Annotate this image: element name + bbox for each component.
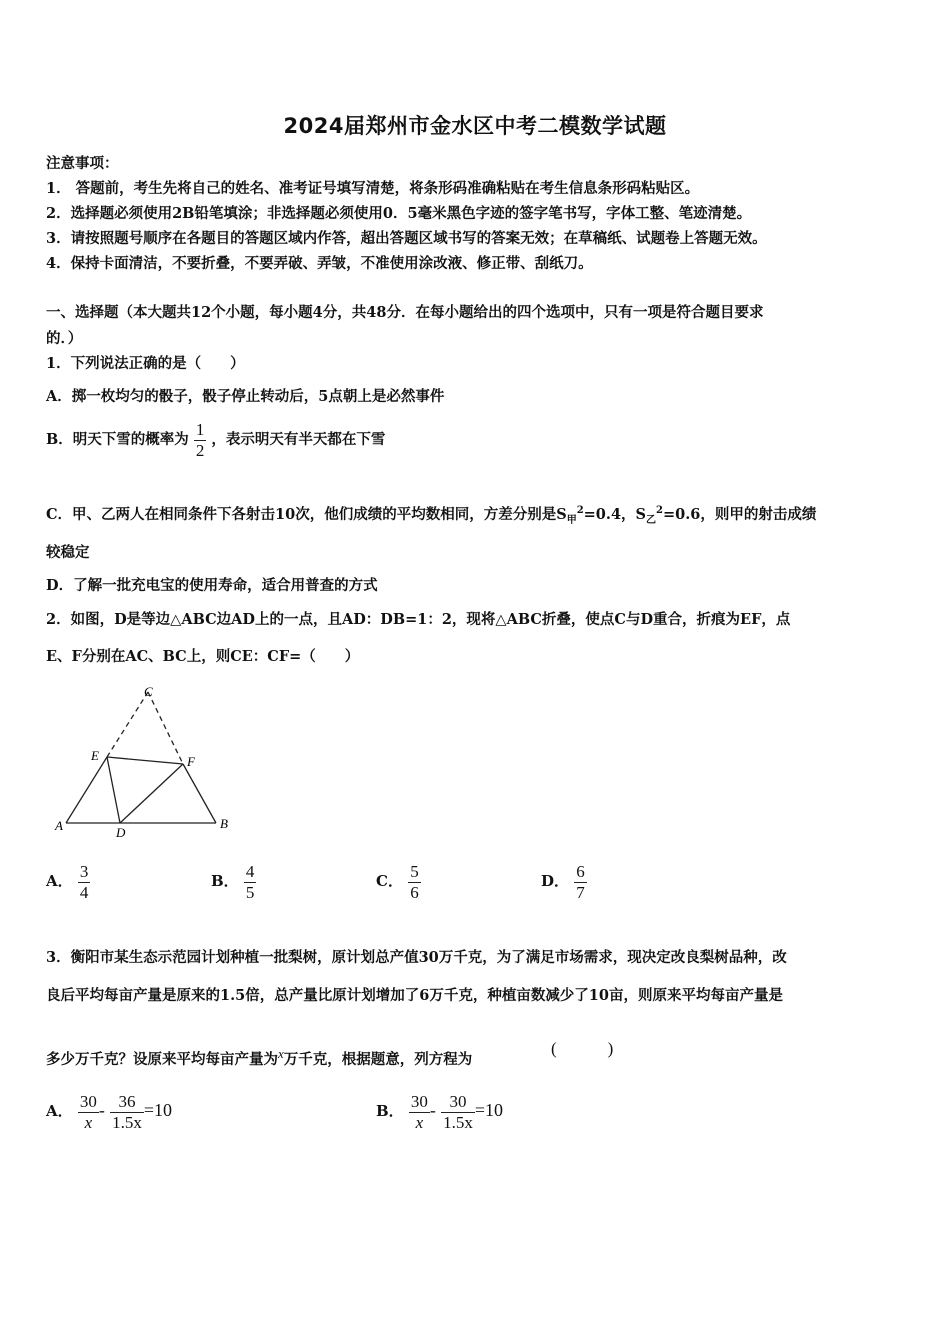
fraction-denominator: x — [78, 1112, 99, 1133]
equation-rhs: =10 — [143, 1100, 173, 1121]
q1-option-c-sup-2: 2 — [656, 505, 663, 517]
fraction-numerator: 36 — [118, 1092, 136, 1111]
q1-option-c-mid: =0.4，S — [583, 506, 647, 523]
vertex-label-d: D — [116, 825, 126, 840]
q1-option-b-pre: B．明天下雪的概率为 — [46, 431, 189, 449]
fraction-numerator: 4 — [245, 862, 255, 881]
q3-line-3-pre: 多少万千克？设原来平均每亩产量为 — [46, 1050, 278, 1068]
vertex-label-e: E — [91, 748, 99, 763]
equation-rhs: =10 — [474, 1100, 504, 1121]
vertex-label-b: B — [220, 816, 228, 831]
q3-answer-parentheses: ( ) — [551, 1039, 614, 1058]
notice-item-3: 3．请按照题号顺序在各题目的答题区域内作答，超出答题区域书写的答案无效；在草稿纸、试题卷上答题无效。 — [46, 230, 767, 247]
q3-line-3-post: 万千克，根据题意，列方程为 — [283, 1050, 473, 1068]
section-heading-line-2: 的．） — [46, 330, 83, 347]
q3-stem-line-3 — [46, 1046, 472, 1069]
q1-option-c-sub-yi: 乙 — [646, 514, 657, 526]
page-title: 2024届郑州市金水区中考二模数学试题 — [283, 114, 667, 138]
q2-triangle-figure — [50, 680, 240, 845]
notice-heading: 注意事项： — [46, 155, 119, 172]
option-label: B． — [376, 1102, 404, 1121]
vertex-label-a: A — [55, 818, 63, 833]
option-label: C． — [376, 872, 403, 891]
q3-option-a — [46, 1092, 172, 1132]
fraction-denominator: 5 — [245, 882, 255, 902]
fraction-numerator: 30 — [449, 1092, 467, 1111]
q1-option-c-line-2: 较稳定 — [46, 544, 90, 561]
q2-option-d-fraction — [574, 862, 587, 902]
fraction-denominator: 4 — [79, 882, 89, 902]
fraction-numerator: 5 — [410, 862, 419, 881]
fraction-numerator: 1 — [195, 420, 205, 439]
fold-line-ef — [107, 757, 183, 764]
edge-ec-dashed — [107, 692, 148, 757]
q3-stem-line-1: 3．衡阳市某生态示范园计划种植一批梨树，原计划总产值30万千克，为了满足市场需求，现决定改良梨树品种，改 — [46, 949, 787, 966]
edge-cf-dashed — [148, 692, 183, 764]
q2-stem-line-2: E、F分别在AC、BC上，则CE：CF=（ ） — [46, 648, 360, 665]
q3-option-b — [376, 1092, 503, 1132]
q2-option-b-fraction — [244, 862, 257, 902]
section-heading-line-1: 一、选择题（本大题共12个小题，每小题4分，共48分．在每小题给出的四个选项中，只有一项是符合题目要求 — [46, 304, 764, 321]
q1-stem: 1．下列说法正确的是（ ） — [46, 355, 245, 372]
equation-fraction-1 — [78, 1092, 99, 1132]
q1-option-c-pre: C．甲、乙两人在相同条件下各射击10次，他们成绩的平均数相同，方差分别是S — [46, 506, 567, 523]
minus-sign: - — [98, 1100, 105, 1121]
q1-option-a: A．掷一枚均匀的骰子，骰子停止转动后，5点朝上是必然事件 — [46, 388, 445, 405]
minus-sign: - — [429, 1100, 436, 1121]
equation-fraction-1 — [409, 1092, 430, 1132]
q3-stem-line-2: 良后平均每亩产量是原来的1.5倍，总产量比原计划增加了6万千克，种植亩数减少了10亩，则原来平均每亩产量是 — [46, 987, 783, 1004]
option-label: A． — [46, 1102, 73, 1121]
option-label: B． — [211, 872, 239, 891]
fraction-numerator: 30 — [410, 1092, 428, 1111]
equation-fraction-2 — [441, 1092, 475, 1132]
fraction-denominator: 1.5x — [443, 1112, 473, 1132]
q1-option-b — [46, 420, 385, 460]
option-label: D． — [541, 872, 570, 891]
fraction-denominator: 1.5x — [112, 1112, 142, 1132]
q2-option-c-fraction — [408, 862, 421, 902]
q2-option-c — [376, 862, 421, 902]
q2-option-d — [541, 862, 587, 902]
q1-option-b-fraction — [194, 420, 207, 460]
fraction-numerator: 30 — [79, 1092, 97, 1111]
q1-option-d: D．了解一批充电宝的使用寿命，适合用普查的方式 — [46, 577, 378, 594]
fraction-numerator: 6 — [576, 862, 585, 881]
edge-ed — [107, 757, 120, 823]
q1-option-b-post: ，表示明天有半天都在下雪 — [211, 431, 386, 449]
notice-item-1: 1． 答题前，考生先将自己的姓名、准考证号填写清楚，将条形码准确粘贴在考生信息条形码粘贴区。 — [46, 180, 700, 197]
q2-option-a — [46, 862, 90, 902]
fraction-numerator: 3 — [79, 862, 89, 881]
q1-option-c-post: =0.6，则甲的射击成绩 — [662, 506, 817, 523]
q1-option-c-sub-jia: 甲 — [566, 514, 577, 526]
q2-stem-line-1: 2．如图，D是等边△ABC边AD上的一点，且AD：DB=1：2，现将△ABC折叠，使点C与D重合，折痕为EF，点 — [46, 611, 791, 628]
option-label: A． — [46, 872, 73, 891]
notice-item-2: 2．选择题必须使用2B铅笔填涂；非选择题必须使用0．5毫米黑色字迹的签字笔书写，字体工整、笔迹清楚。 — [46, 205, 752, 222]
q1-option-c — [46, 503, 816, 526]
vertex-label-f: F — [187, 754, 195, 769]
fraction-denominator: x — [409, 1112, 430, 1133]
fraction-denominator: 6 — [410, 882, 419, 902]
fraction-denominator: 2 — [195, 440, 205, 460]
q2-option-a-fraction — [78, 862, 91, 902]
notice-item-4: 4．保持卡面清洁，不要折叠，不要弄破、弄皱，不准使用涂改液、修正带、刮纸刀。 — [46, 255, 593, 272]
q1-option-c-sup-1: 2 — [576, 505, 584, 517]
vertex-label-c: C — [144, 684, 153, 699]
q3-variable-x: x — [278, 1046, 284, 1061]
q2-option-b — [211, 862, 256, 902]
equation-fraction-2 — [110, 1092, 144, 1132]
edge-df — [120, 764, 183, 823]
edge-ae — [66, 757, 107, 823]
fraction-denominator: 7 — [576, 882, 585, 902]
edge-fb — [183, 764, 216, 823]
